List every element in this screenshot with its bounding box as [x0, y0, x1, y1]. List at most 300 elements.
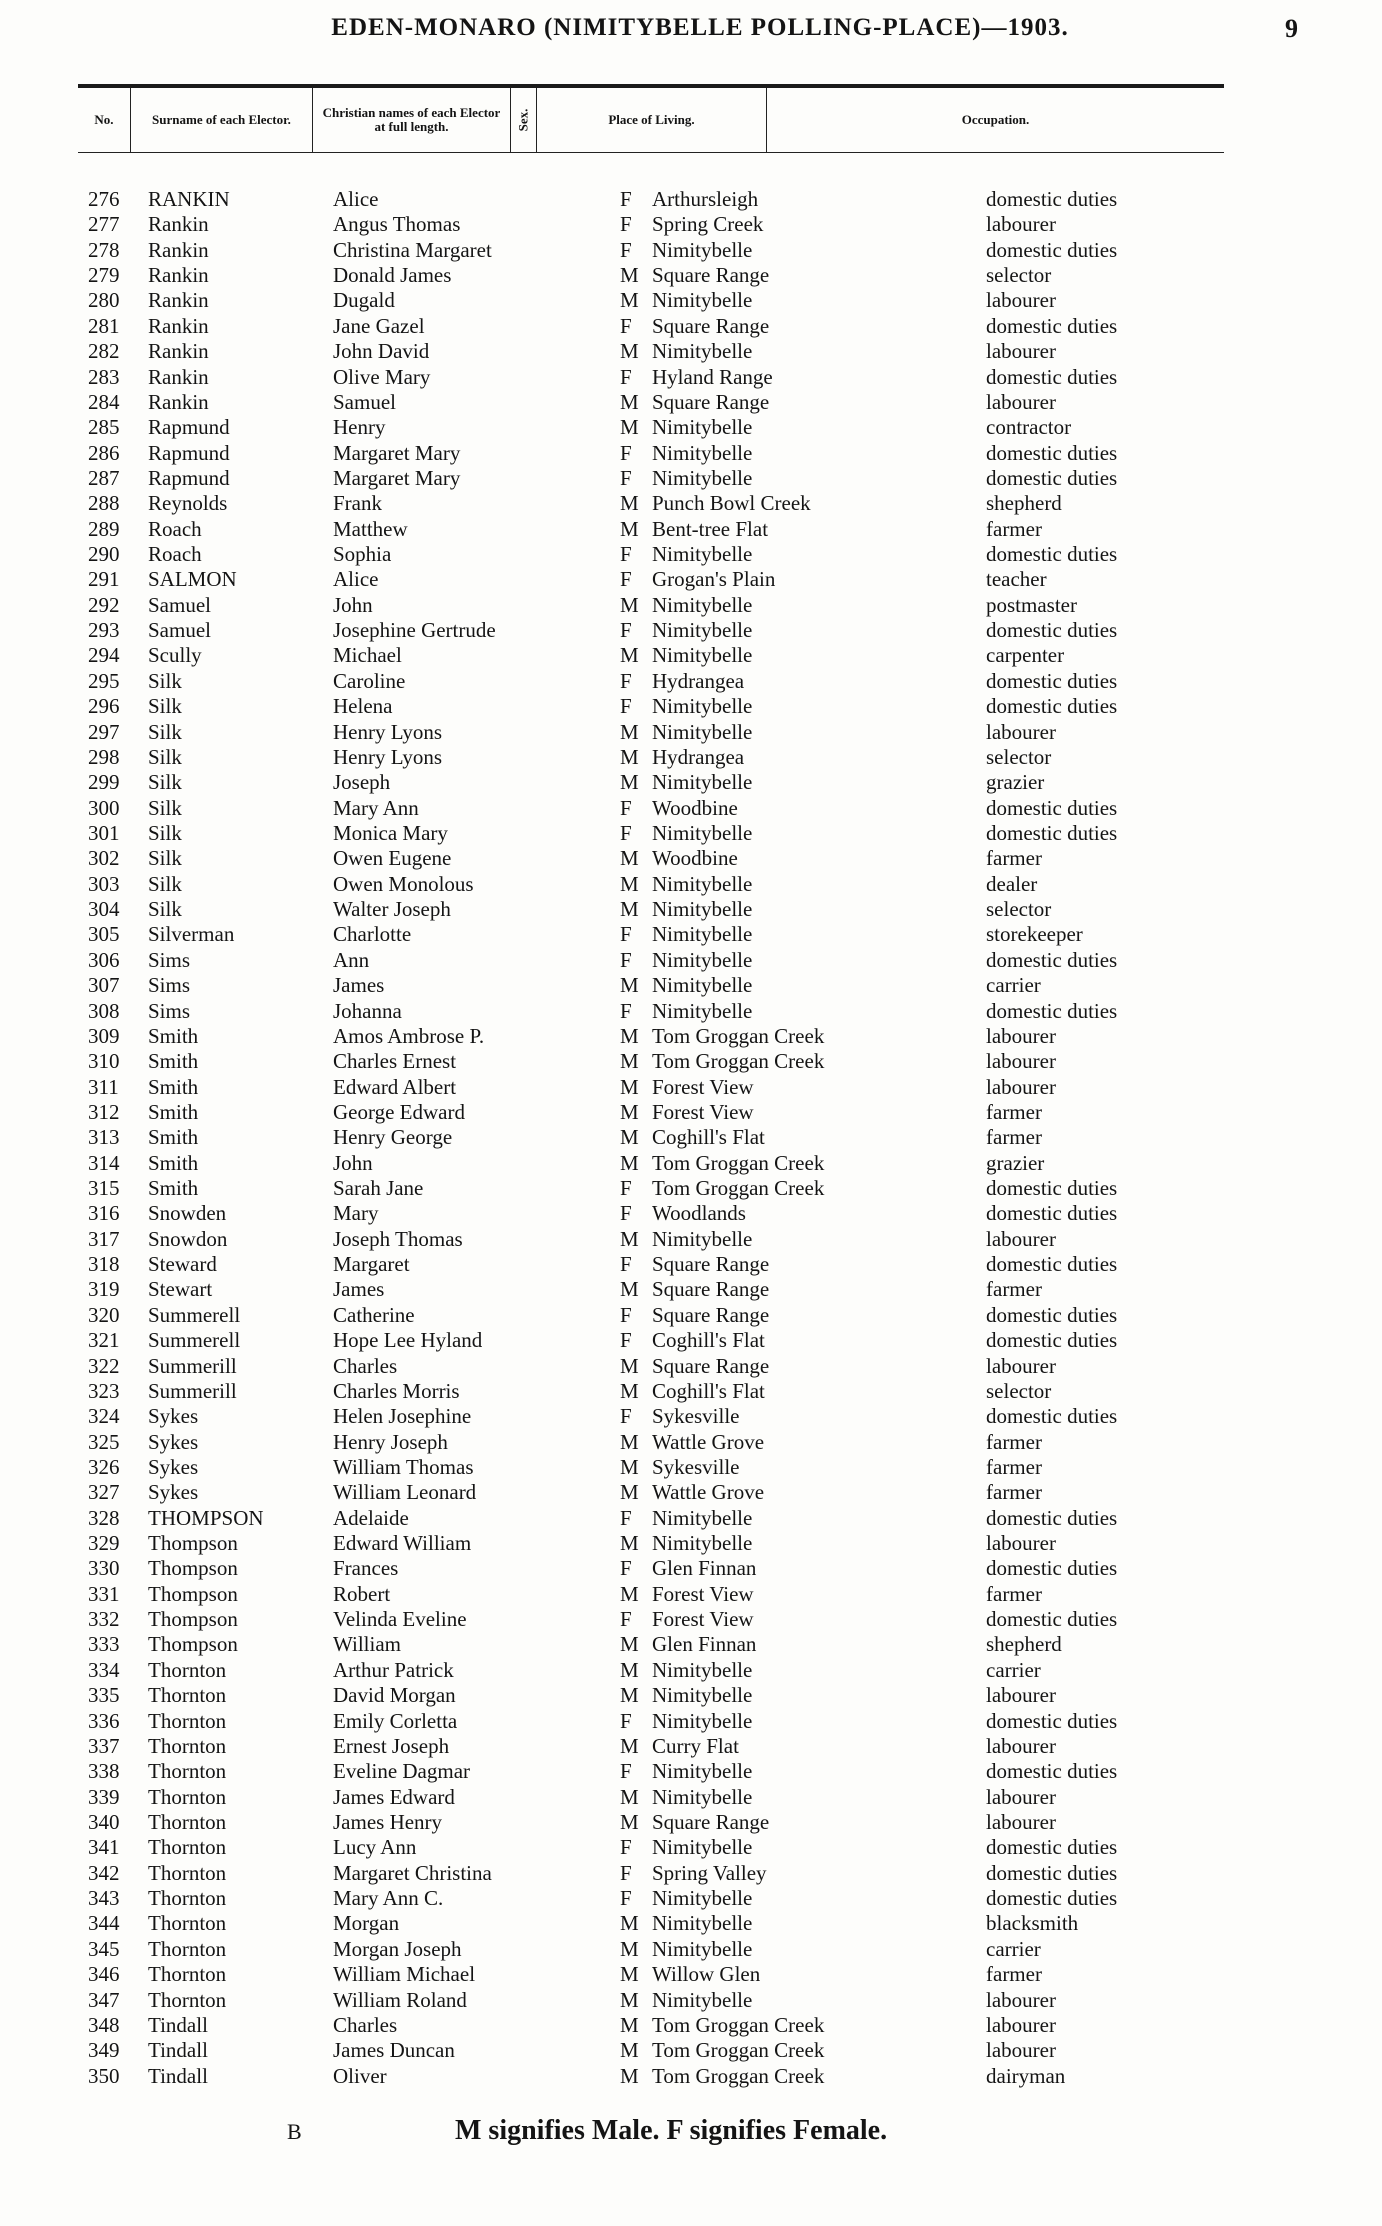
elector-number: 338	[88, 1759, 120, 1784]
elector-sex: M	[620, 1784, 639, 1809]
table-row	[78, 1151, 1224, 1176]
elector-place-of-living: Woodbine	[652, 795, 738, 820]
elector-place-of-living: Nimitybelle	[652, 1886, 753, 1911]
elector-occupation: domestic duties	[986, 947, 1118, 972]
elector-surname: Rankin	[148, 339, 209, 364]
elector-occupation: farmer	[986, 846, 1042, 871]
elector-surname: Rankin	[148, 364, 209, 389]
elector-christian-names: Charles Ernest	[333, 1049, 457, 1074]
elector-occupation: shepherd	[986, 1632, 1062, 1657]
elector-place-of-living: Nimitybelle	[652, 973, 753, 998]
elector-surname: Samuel	[148, 618, 211, 643]
elector-place-of-living: Nimitybelle	[652, 1987, 753, 2012]
elector-sex: M	[620, 1987, 639, 2012]
elector-sex: F	[620, 440, 632, 465]
elector-occupation: domestic duties	[986, 998, 1118, 1023]
elector-number: 283	[88, 364, 120, 389]
elector-surname: Thornton	[148, 1962, 227, 1987]
table-row	[78, 1759, 1224, 1784]
elector-place-of-living: Tom Groggan Creek	[652, 1023, 825, 1048]
elector-christian-names: Henry Joseph	[333, 1429, 448, 1454]
elector-place-of-living: Nimitybelle	[652, 1835, 753, 1860]
elector-christian-names: John David	[333, 339, 430, 364]
elector-occupation: carpenter	[986, 643, 1065, 668]
elector-surname: Rapmund	[148, 465, 230, 490]
elector-surname: Roach	[148, 516, 202, 541]
elector-surname: Rankin	[148, 212, 209, 237]
elector-sex: M	[620, 1353, 639, 1378]
elector-occupation: labourer	[986, 1023, 1056, 1048]
elector-occupation: farmer	[986, 1581, 1042, 1606]
page-title: EDEN-MONARO (NIMITYBELLE POLLING-PLACE)—1903.	[331, 14, 1069, 41]
elector-christian-names: Josephine Gertrude	[333, 618, 496, 643]
elector-sex: M	[620, 1531, 639, 1556]
elector-number: 340	[88, 1810, 120, 1834]
electoral-roll-table	[78, 187, 1224, 2089]
elector-occupation: contractor	[986, 415, 1072, 440]
elector-surname: Roach	[148, 542, 202, 567]
elector-place-of-living: Hyland Range	[652, 364, 773, 389]
elector-surname: Thornton	[148, 1683, 227, 1708]
elector-christian-names: Henry George	[333, 1125, 453, 1150]
elector-sex: M	[620, 389, 639, 414]
table-row	[78, 390, 1224, 415]
elector-surname: Silk	[148, 744, 182, 769]
elector-occupation: domestic duties	[986, 1328, 1118, 1353]
elector-sex: M	[620, 1125, 639, 1150]
elector-sex: M	[620, 1733, 639, 1758]
elector-occupation: farmer	[986, 1099, 1042, 1124]
elector-surname: Thornton	[148, 1657, 227, 1682]
elector-place-of-living: Punch Bowl Creek	[652, 491, 811, 516]
elector-sex: M	[620, 1277, 639, 1302]
elector-number: 286	[88, 440, 120, 465]
elector-sex: F	[620, 1404, 632, 1429]
elector-sex: F	[620, 237, 632, 262]
page-header	[0, 14, 1382, 54]
column-header-row	[78, 88, 1224, 153]
elector-occupation: domestic duties	[986, 1176, 1118, 1201]
elector-place-of-living: Woodbine	[652, 846, 738, 871]
elector-surname: Sims	[148, 947, 191, 972]
elector-place-of-living: Nimitybelle	[652, 1708, 753, 1733]
table-row	[78, 1024, 1224, 1049]
table-row	[78, 1176, 1224, 1201]
elector-place-of-living: Glen Finnan	[652, 1556, 757, 1581]
elector-surname: Smith	[148, 1049, 199, 1074]
elector-sex: F	[620, 1176, 632, 1201]
elector-surname: Smith	[148, 1099, 199, 1124]
table-row	[78, 365, 1224, 390]
elector-number: 302	[88, 846, 120, 871]
elector-occupation: domestic duties	[986, 237, 1118, 262]
elector-place-of-living: Tom Groggan Creek	[652, 2012, 825, 2037]
elector-sex: M	[620, 1454, 639, 1479]
elector-number: 289	[88, 516, 120, 541]
elector-occupation: domestic duties	[986, 1505, 1118, 1530]
elector-christian-names: Robert	[333, 1581, 391, 1606]
elector-occupation: domestic duties	[986, 1860, 1118, 1885]
elector-number: 339	[88, 1784, 120, 1809]
elector-occupation: grazier	[986, 770, 1045, 795]
elector-number: 341	[88, 1835, 120, 1860]
elector-surname: Thornton	[148, 1810, 227, 1834]
elector-christian-names: Margaret Mary	[333, 440, 461, 465]
elector-sex: F	[620, 1860, 632, 1885]
elector-christian-names: Adelaide	[333, 1505, 409, 1530]
elector-surname: Thornton	[148, 1733, 227, 1758]
elector-surname: Sims	[148, 998, 191, 1023]
elector-surname: RANKIN	[148, 187, 230, 211]
elector-christian-names: Henry Lyons	[333, 719, 443, 744]
elector-surname: Silverman	[148, 922, 235, 947]
elector-number: 322	[88, 1353, 120, 1378]
elector-sex: F	[620, 1556, 632, 1581]
table-row	[78, 669, 1224, 694]
elector-sex: F	[620, 465, 632, 490]
elector-number: 331	[88, 1581, 120, 1606]
elector-christian-names: Margaret	[333, 1252, 410, 1277]
elector-surname: Thompson	[148, 1556, 238, 1581]
elector-sex: M	[620, 2063, 639, 2088]
elector-christian-names: Edward William	[333, 1531, 472, 1556]
elector-sex: M	[620, 1962, 639, 1987]
elector-surname: Thompson	[148, 1581, 238, 1606]
elector-number: 292	[88, 592, 120, 617]
elector-surname: Thornton	[148, 1911, 227, 1936]
elector-place-of-living: Nimitybelle	[652, 1784, 753, 1809]
elector-number: 308	[88, 998, 120, 1023]
elector-occupation: domestic duties	[986, 313, 1118, 338]
elector-sex: F	[620, 1607, 632, 1632]
elector-place-of-living: Square Range	[652, 1353, 770, 1378]
elector-occupation: farmer	[986, 516, 1042, 541]
elector-occupation: domestic duties	[986, 1302, 1118, 1327]
page-number: 9	[1285, 14, 1298, 43]
elector-sex: F	[620, 542, 632, 567]
elector-place-of-living: Nimitybelle	[652, 1683, 753, 1708]
elector-place-of-living: Square Range	[652, 1302, 770, 1327]
elector-place-of-living: Hydrangea	[652, 668, 745, 693]
elector-number: 291	[88, 567, 120, 592]
elector-christian-names: Monica Mary	[333, 820, 448, 845]
elector-surname: Thornton	[148, 1759, 227, 1784]
elector-surname: Scully	[148, 643, 202, 668]
elector-sex: M	[620, 770, 639, 795]
elector-surname: Tindall	[148, 2012, 208, 2037]
table-row	[78, 1480, 1224, 1505]
elector-place-of-living: Nimitybelle	[652, 947, 753, 972]
elector-number: 316	[88, 1201, 120, 1226]
elector-christian-names: Alice	[333, 567, 379, 592]
table-row	[78, 288, 1224, 313]
elector-sex: F	[620, 820, 632, 845]
elector-surname: Sykes	[148, 1429, 199, 1454]
elector-number: 344	[88, 1911, 120, 1936]
elector-occupation: labourer	[986, 389, 1056, 414]
elector-place-of-living: Nimitybelle	[652, 820, 753, 845]
table-row	[78, 1328, 1224, 1353]
elector-number: 301	[88, 820, 120, 845]
table-row	[78, 846, 1224, 871]
elector-place-of-living: Nimitybelle	[652, 719, 753, 744]
elector-occupation: labourer	[986, 1226, 1056, 1251]
elector-place-of-living: Nimitybelle	[652, 1759, 753, 1784]
table-row	[78, 1658, 1224, 1683]
elector-place-of-living: Nimitybelle	[652, 440, 753, 465]
elector-number: 296	[88, 694, 120, 719]
elector-sex: M	[620, 2012, 639, 2037]
elector-sex: M	[620, 1632, 639, 1657]
elector-christian-names: Margaret Christina	[333, 1860, 492, 1885]
elector-sex: M	[620, 1099, 639, 1124]
elector-place-of-living: Coghill's Flat	[652, 1125, 765, 1150]
elector-sex: M	[620, 1581, 639, 1606]
elector-christian-names: Helen Josephine	[333, 1404, 472, 1429]
elector-christian-names: James	[333, 973, 385, 998]
elector-christian-names: Sarah Jane	[333, 1176, 424, 1201]
table-row	[78, 1911, 1224, 1936]
table-row	[78, 339, 1224, 364]
elector-surname: Smith	[148, 1023, 199, 1048]
elector-number: 313	[88, 1125, 120, 1150]
elector-surname: Thompson	[148, 1632, 238, 1657]
table-row	[78, 973, 1224, 998]
elector-sex: F	[620, 1252, 632, 1277]
elector-place-of-living: Tom Groggan Creek	[652, 2038, 825, 2063]
elector-christian-names: Michael	[333, 643, 402, 668]
elector-sex: F	[620, 1759, 632, 1784]
elector-place-of-living: Square Range	[652, 263, 770, 288]
elector-surname: Silk	[148, 897, 182, 922]
table-row	[78, 1810, 1224, 1835]
elector-christian-names: Morgan	[333, 1911, 400, 1936]
table-row	[78, 1277, 1224, 1302]
elector-number: 337	[88, 1733, 120, 1758]
elector-sex: M	[620, 339, 639, 364]
elector-christian-names: Ann	[333, 947, 370, 972]
table-row	[78, 1125, 1224, 1150]
elector-number: 298	[88, 744, 120, 769]
elector-place-of-living: Square Range	[652, 313, 770, 338]
elector-number: 349	[88, 2038, 120, 2063]
elector-occupation: labourer	[986, 1353, 1056, 1378]
elector-occupation: labourer	[986, 1531, 1056, 1556]
elector-number: 346	[88, 1962, 120, 1987]
elector-christian-names: Eveline Dagmar	[333, 1759, 471, 1784]
elector-sex: F	[620, 212, 632, 237]
elector-place-of-living: Coghill's Flat	[652, 1378, 765, 1403]
elector-place-of-living: Forest View	[652, 1607, 754, 1632]
elector-number: 299	[88, 770, 120, 795]
table-row	[78, 2064, 1224, 2089]
elector-sex: F	[620, 364, 632, 389]
elector-sex: M	[620, 1049, 639, 1074]
elector-sex: F	[620, 1886, 632, 1911]
elector-place-of-living: Tom Groggan Creek	[652, 2063, 825, 2088]
elector-christian-names: Christina Margaret	[333, 237, 492, 262]
table-row	[78, 770, 1224, 795]
elector-occupation: farmer	[986, 1454, 1042, 1479]
elector-place-of-living: Nimitybelle	[652, 415, 753, 440]
column-header-place: Place of Living.	[536, 88, 766, 152]
table-row	[78, 1785, 1224, 1810]
table-row	[78, 1709, 1224, 1734]
elector-number: 307	[88, 973, 120, 998]
table-row	[78, 1835, 1224, 1860]
table-row	[78, 1683, 1224, 1708]
table-row	[78, 441, 1224, 466]
elector-surname: Silk	[148, 668, 182, 693]
elector-sex: M	[620, 1023, 639, 1048]
elector-surname: Tindall	[148, 2063, 208, 2088]
elector-occupation: farmer	[986, 1480, 1042, 1505]
elector-christian-names: Jane Gazel	[333, 313, 425, 338]
elector-surname: Sykes	[148, 1404, 199, 1429]
elector-surname: Sykes	[148, 1480, 199, 1505]
elector-christian-names: Edward Albert	[333, 1074, 457, 1099]
elector-christian-names: Dugald	[333, 288, 395, 313]
elector-surname: Summerell	[148, 1328, 241, 1353]
elector-occupation: labourer	[986, 212, 1056, 237]
elector-number: 315	[88, 1176, 120, 1201]
table-row	[78, 1354, 1224, 1379]
elector-christian-names: Amos Ambrose P.	[333, 1023, 485, 1048]
elector-christian-names: Samuel	[333, 389, 396, 414]
elector-sex: M	[620, 415, 639, 440]
elector-occupation: domestic duties	[986, 542, 1118, 567]
elector-occupation: selector	[986, 897, 1052, 922]
elector-place-of-living: Tom Groggan Creek	[652, 1049, 825, 1074]
elector-number: 305	[88, 922, 120, 947]
table-row	[78, 643, 1224, 668]
elector-number: 304	[88, 897, 120, 922]
elector-christian-names: Joseph	[333, 770, 391, 795]
elector-christian-names: Frank	[333, 491, 382, 516]
elector-number: 317	[88, 1226, 120, 1251]
table-row	[78, 1506, 1224, 1531]
elector-place-of-living: Wattle Grove	[652, 1429, 765, 1454]
elector-place-of-living: Nimitybelle	[652, 339, 753, 364]
elector-surname: Thornton	[148, 1860, 227, 1885]
elector-christian-names: Morgan Joseph	[333, 1936, 462, 1961]
elector-occupation: labourer	[986, 288, 1056, 313]
table-row	[78, 1404, 1224, 1429]
elector-place-of-living: Nimitybelle	[652, 1505, 753, 1530]
elector-surname: Silk	[148, 719, 182, 744]
elector-occupation: domestic duties	[986, 820, 1118, 845]
elector-christian-names: Mary Ann C.	[333, 1886, 444, 1911]
table-row	[78, 1531, 1224, 1556]
elector-number: 348	[88, 2012, 120, 2037]
elector-number: 320	[88, 1302, 120, 1327]
elector-surname: Thornton	[148, 1784, 227, 1809]
elector-occupation: carrier	[986, 1936, 1041, 1961]
elector-sex: F	[620, 618, 632, 643]
elector-christian-names: Mary	[333, 1201, 379, 1226]
elector-christian-names: William	[333, 1632, 401, 1657]
table-row	[78, 1988, 1224, 2013]
elector-sex: F	[620, 1835, 632, 1860]
elector-sex: M	[620, 871, 639, 896]
elector-christian-names: Frances	[333, 1556, 399, 1581]
table-row	[78, 1227, 1224, 1252]
elector-number: 342	[88, 1860, 120, 1885]
elector-surname: Reynolds	[148, 491, 228, 516]
elector-number: 279	[88, 263, 120, 288]
elector-place-of-living: Willow Glen	[652, 1962, 761, 1987]
table-row	[78, 745, 1224, 770]
elector-occupation: selector	[986, 1378, 1052, 1403]
elector-christian-names: Charlotte	[333, 922, 412, 947]
elector-place-of-living: Bent-tree Flat	[652, 516, 769, 541]
elector-christian-names: Lucy Ann	[333, 1835, 417, 1860]
elector-occupation: domestic duties	[986, 364, 1118, 389]
elector-number: 295	[88, 668, 120, 693]
elector-occupation: domestic duties	[986, 795, 1118, 820]
elector-occupation: domestic duties	[986, 465, 1118, 490]
elector-number: 287	[88, 465, 120, 490]
elector-occupation: domestic duties	[986, 440, 1118, 465]
elector-place-of-living: Hydrangea	[652, 744, 745, 769]
elector-place-of-living: Grogan's Plain	[652, 567, 776, 592]
elector-place-of-living: Square Range	[652, 1252, 770, 1277]
elector-occupation: domestic duties	[986, 1835, 1118, 1860]
elector-occupation: teacher	[986, 567, 1047, 592]
elector-place-of-living: Nimitybelle	[652, 618, 753, 643]
elector-occupation: postmaster	[986, 592, 1077, 617]
elector-number: 343	[88, 1886, 120, 1911]
table-row	[78, 1075, 1224, 1100]
column-header-sex: Sex.	[510, 88, 536, 152]
elector-christian-names: William Leonard	[333, 1480, 477, 1505]
elector-number: 288	[88, 491, 120, 516]
elector-christian-names: Margaret Mary	[333, 465, 461, 490]
table-row	[78, 796, 1224, 821]
elector-number: 345	[88, 1936, 120, 1961]
elector-christian-names: Oliver	[333, 2063, 387, 2088]
elector-occupation: blacksmith	[986, 1911, 1079, 1936]
elector-surname: Silk	[148, 820, 182, 845]
elector-occupation: labourer	[986, 1049, 1056, 1074]
table-row	[78, 1049, 1224, 1074]
table-row	[78, 1734, 1224, 1759]
elector-occupation: labourer	[986, 1987, 1056, 2012]
elector-surname: Snowden	[148, 1201, 227, 1226]
elector-occupation: farmer	[986, 1125, 1042, 1150]
elector-sex: M	[620, 2038, 639, 2063]
elector-surname: Stewart	[148, 1277, 213, 1302]
elector-christian-names: Ernest Joseph	[333, 1733, 450, 1758]
elector-place-of-living: Nimitybelle	[652, 592, 753, 617]
elector-number: 335	[88, 1683, 120, 1708]
elector-place-of-living: Nimitybelle	[652, 770, 753, 795]
elector-surname: Silk	[148, 770, 182, 795]
elector-place-of-living: Coghill's Flat	[652, 1328, 765, 1353]
elector-place-of-living: Nimitybelle	[652, 1531, 753, 1556]
table-row	[78, 187, 1224, 212]
elector-sex: M	[620, 1226, 639, 1251]
elector-surname: Sykes	[148, 1454, 199, 1479]
elector-occupation: dairyman	[986, 2063, 1066, 2088]
table-row	[78, 491, 1224, 516]
elector-number: 277	[88, 212, 120, 237]
elector-christian-names: James Henry	[333, 1810, 443, 1834]
elector-surname: Summerell	[148, 1302, 241, 1327]
table-row	[78, 618, 1224, 643]
elector-number: 314	[88, 1150, 120, 1175]
elector-number: 276	[88, 187, 120, 211]
